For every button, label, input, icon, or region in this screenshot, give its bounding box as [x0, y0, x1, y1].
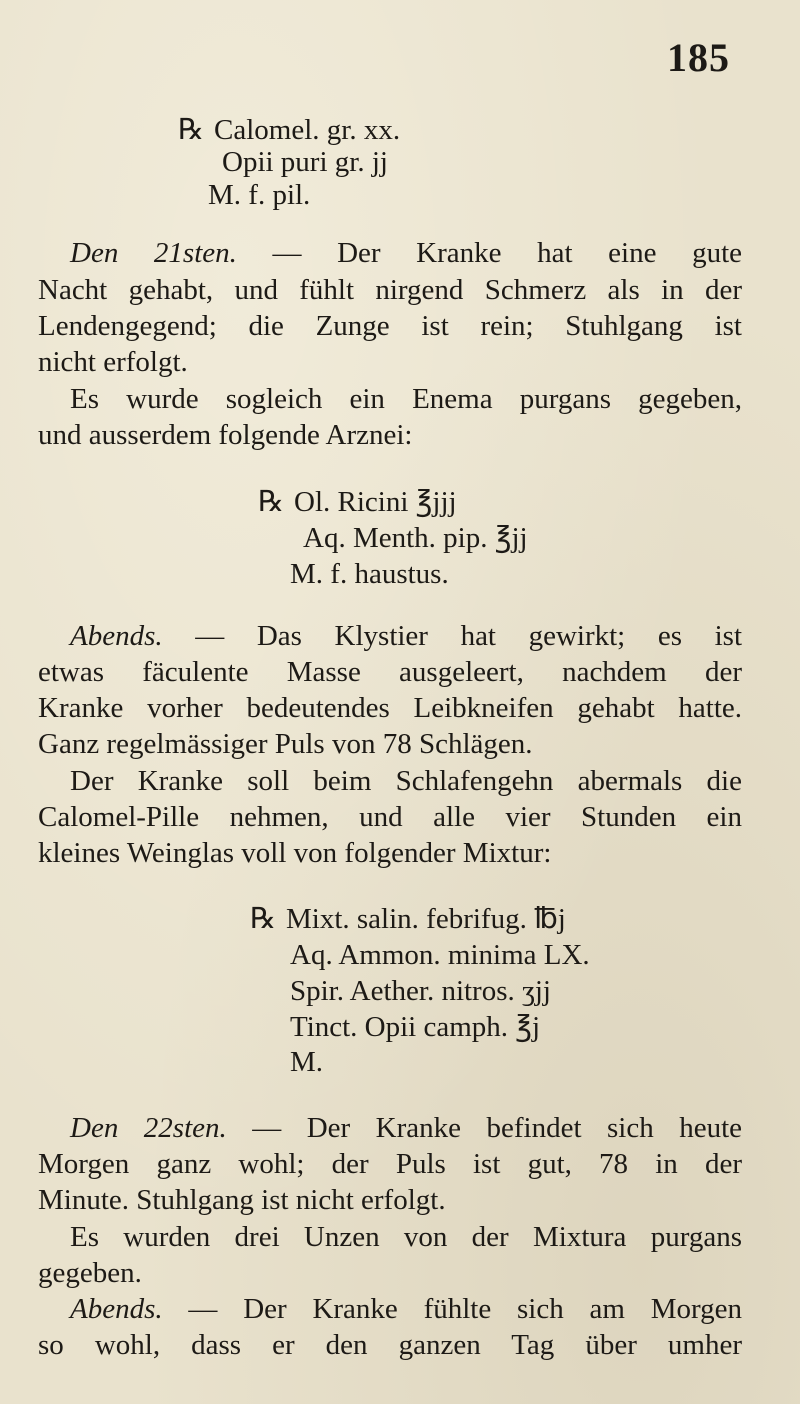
evening-21-line-2: etwas fäculente Masse ausgeleert, nachdem der — [38, 656, 742, 688]
prescription-2-line-1: ℞ Ol. Ricini ℥jjj — [258, 486, 457, 518]
evening-22-line-1: Abends. — Der Kranke fühlte sich am Morgen — [70, 1293, 742, 1325]
evening-21-line-4: Ganz regelmässiger Puls von 78 Schlägen. — [38, 728, 533, 760]
day-21-line-3: Lendengegend; die Zunge ist rein; Stuhlgang ist — [38, 310, 742, 342]
prescription-3-line-3: Spir. Aether. nitros. ʒjj — [290, 975, 551, 1007]
day-21-line-2: Nacht gehabt, und fühlt nirgend Schmerz als in der — [38, 274, 742, 306]
prescription-3-line-4: Tinct. Opii camph. ℥j — [290, 1011, 541, 1043]
day-21-line-5: Es wurde sogleich ein Enema purgans gegeben, — [70, 383, 742, 415]
prescription-1-line-3: M. f. pil. — [208, 179, 311, 211]
prescription-3-line-2: Aq. Ammon. minima LX. — [290, 939, 590, 971]
day-22-line-2: Morgen ganz wohl; der Puls ist gut, 78 in der — [38, 1148, 742, 1180]
prescription-3-line-1: ℞ Mixt. salin. febrifug. ℔j — [250, 903, 566, 935]
rx-symbol: ℞ — [258, 486, 284, 518]
evening-22-line-2: so wohl, dass er den ganzen Tag über umher — [38, 1329, 742, 1361]
day-22-heading: Den 22sten. — [70, 1112, 227, 1144]
evening-21-line-7: kleines Weinglas voll von folgender Mixtur: — [38, 837, 552, 869]
evening-21-line-5: Der Kranke soll beim Schlafengehn abermals die — [70, 765, 742, 797]
evening-21-line-1: Abends. — Das Klystier hat gewirkt; es ist — [70, 620, 742, 652]
evening-22-heading: Abends. — [70, 1293, 163, 1325]
rx-symbol: ℞ — [178, 114, 204, 146]
prescription-1-line-1: ℞ Calomel. gr. xx. — [178, 114, 401, 146]
prescription-3-line-5: M. — [290, 1046, 324, 1078]
day-22-line-1: Den 22sten. — Der Kranke befindet sich heute — [70, 1112, 742, 1144]
day-22-line-4: Es wurden drei Unzen von der Mixtura purgans — [70, 1221, 742, 1253]
prescription-2-line-2: Aq. Menth. pip. ℥jj — [303, 522, 528, 554]
day-21-line-4: nicht erfolgt. — [38, 346, 188, 378]
day-21-heading: Den 21sten. — [70, 237, 237, 269]
day-21-paragraph-line-1: Den 21sten. — Der Kranke hat eine gute — [70, 237, 742, 269]
day-22-line-5: gegeben. — [38, 1257, 142, 1289]
page-number: 185 — [667, 35, 730, 80]
rx-symbol: ℞ — [250, 903, 276, 935]
evening-21-line-6: Calomel-Pille nehmen, und alle vier Stunden ein — [38, 801, 742, 833]
evening-21-line-3: Kranke vorher bedeutendes Leibkneifen gehabt hatte. — [38, 692, 742, 724]
prescription-2-line-3: M. f. haustus. — [290, 558, 449, 590]
day-21-line-6: und ausserdem folgende Arznei: — [38, 419, 413, 451]
day-22-line-3: Minute. Stuhlgang ist nicht erfolgt. — [38, 1184, 446, 1216]
prescription-1-line-2: Opii puri gr. jj — [222, 146, 388, 178]
evening-21-heading: Abends. — [70, 620, 163, 652]
